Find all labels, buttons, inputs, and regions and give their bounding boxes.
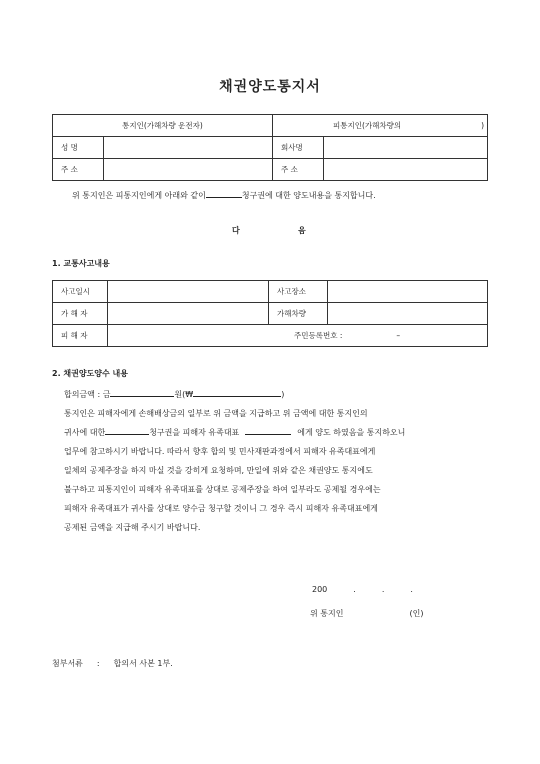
notice-line: 위 통지인은 피통지인에게 아래와 같이 청구권에 대한 양도내용을 통지합니다. xyxy=(72,186,376,205)
para-line-7: 공제된 금액을 지급해 주시기 바랍니다. xyxy=(64,523,201,532)
offender-label: 가 해 자 xyxy=(53,303,108,325)
section1-heading: 1. 교통사고내용 xyxy=(52,259,110,268)
address-label-right: 주 소 xyxy=(273,159,324,181)
offender-vehicle-label: 가해차량 xyxy=(269,303,328,325)
para-line-2: 귀사에 대한 청구권을 피해자 유족대표 에게 양도 하였음을 통지하오니 xyxy=(64,423,494,442)
party-table xyxy=(52,114,488,181)
offender-field[interactable] xyxy=(108,303,269,325)
address-label-left: 주 소 xyxy=(53,159,104,181)
accident-place-field[interactable] xyxy=(328,281,488,303)
para-line-6: 피해자 유족대표가 귀사를 상대로 양수금 청구할 것이니 그 경우 즉시 피해자 유족대표에게 xyxy=(64,504,378,513)
para-line-5: 불구하고 피통지인이 피해자 유족대표를 상대로 공제주장을 하여 일부라도 공제될 경우에는 xyxy=(64,485,381,494)
para-line-1: 통지인은 피해자에게 손해배상금의 일부로 위 금액을 지급하고 위 금액에 대한 통지인의 xyxy=(64,409,368,418)
name-field[interactable] xyxy=(104,137,273,159)
name-label: 성 명 xyxy=(53,137,104,159)
accident-date-label: 사고일시 xyxy=(53,281,108,303)
section2-heading: 2. 채권양도양수 내용 xyxy=(52,369,128,378)
accident-date-field[interactable] xyxy=(108,281,269,303)
accident-table xyxy=(52,280,488,347)
victim-field[interactable]: 주민등록번호 : – xyxy=(108,325,488,347)
date-line: 200 . . . xyxy=(312,585,413,594)
eum-char: 음 xyxy=(298,226,306,235)
transfer-paragraph xyxy=(64,404,494,537)
address-field-left[interactable] xyxy=(104,159,273,181)
company-label: 회사명 xyxy=(273,137,324,159)
company-field[interactable] xyxy=(324,137,488,159)
da-char: 다 xyxy=(232,226,240,235)
recipient-header: 피통지인(가해차량의 ) xyxy=(273,115,488,137)
seal-mark: (인) xyxy=(409,609,424,618)
amount-line: 합의금액 : 금 원(₩ ) xyxy=(64,385,284,404)
victim-label: 피 해 자 xyxy=(53,325,108,347)
para-line-3: 업무에 참고하시기 바랍니다. 따라서 향후 합의 및 민사재판과정에서 피해자 유족대표에게 xyxy=(64,447,376,456)
document-title: 채권양도통지서 xyxy=(219,79,321,95)
signer-line: 위 통지인 (인) xyxy=(310,609,424,618)
attachment-line: 첨부서류 : 합의서 사본 1부. xyxy=(52,659,173,668)
notifier-header: 통지인(가해차량 운전자) xyxy=(53,115,273,137)
para-line-4: 일체의 공제주장을 하지 마실 것을 강히게 요청하며, 만일에 위와 같은 채권양도 통지에도 xyxy=(64,466,373,475)
accident-place-label: 사고장소 xyxy=(269,281,328,303)
offender-vehicle-field[interactable] xyxy=(328,303,488,325)
address-field-right[interactable] xyxy=(324,159,488,181)
